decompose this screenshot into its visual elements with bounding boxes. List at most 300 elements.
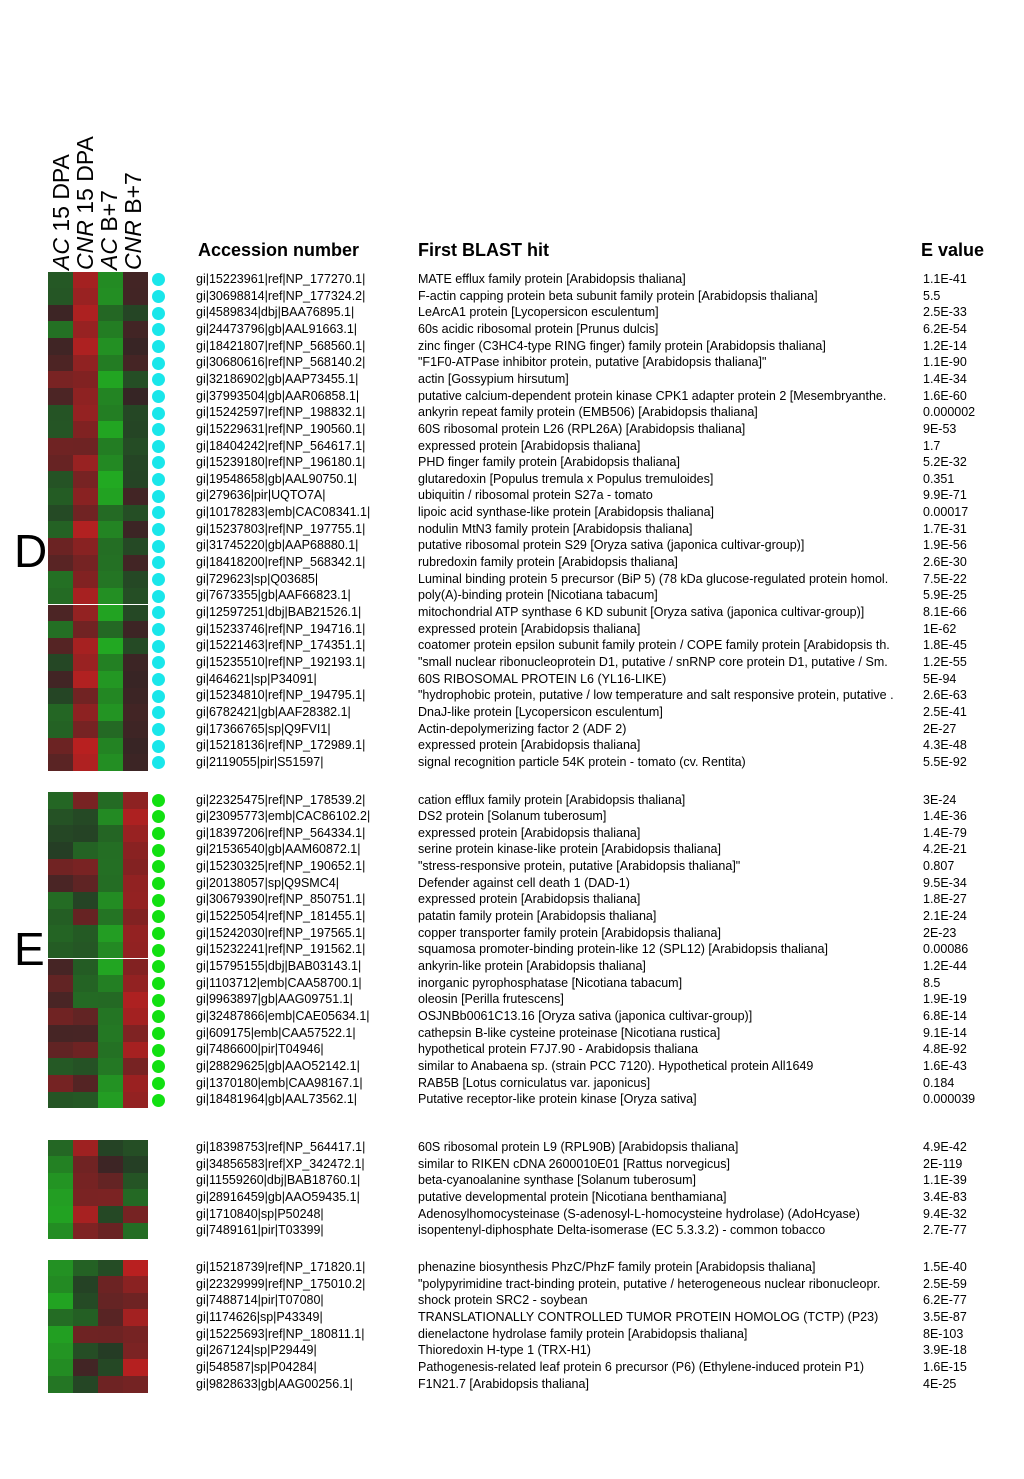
heatmap-cell [123,1008,148,1025]
evalue-cell: 1.2E-44 [923,959,967,973]
accession-cell: gi|1710840|sp|P50248| [196,1206,324,1221]
blast-hit-cell: Luminal binding protein 5 precursor (BiP 5) (78 kDa glucose-regulated protein homol. [418,571,889,586]
heatmap-cell [73,704,98,721]
heatmap-cell [48,992,73,1009]
blast-hit-cell: expressed protein [Arabidopsis thaliana] [418,438,641,453]
heatmap-cell [123,571,148,588]
evalue-cell: 4.8E-92 [923,1042,967,1057]
heatmap-cell [48,925,73,942]
heatmap-cell [48,1309,73,1326]
blast-hit-cell: phenazine biosynthesis PhzC/PhzF family protein [Arabidopsis thaliana] [418,1260,816,1274]
heatmap-cell [98,355,123,372]
heatmap-cell [123,942,148,959]
heatmap-cell [48,538,73,555]
cluster-marker-dot [152,340,165,353]
heatmap-cell [123,455,148,472]
heatmap-cell [123,438,148,455]
heatmap-cell [123,421,148,438]
heatmap-cell [48,505,73,522]
cluster-marker-dot [152,1027,165,1040]
heatmap-cell [123,1189,148,1206]
evalue-cell: 9.4E-32 [923,1206,967,1221]
accession-cell: gi|609175|emb|CAA57522.1| [196,1025,356,1040]
evalue-cell: 3.4E-83 [923,1189,967,1204]
accession-cell: gi|34856583|ref|XP_342472.1| [196,1156,365,1171]
blast-hit-cell: cation efflux family protein [Arabidopsis thaliana] [418,792,686,807]
heatmap-cell [73,588,98,605]
blast-hit-cell: F1N21.7 [Arabidopsis thaliana] [418,1376,589,1391]
accession-cell: gi|24473796|gb|AAL91663.1| [196,321,358,336]
blast-hit-cell: F-actin capping protein beta subunit family protein [Arabidopsis thaliana] [418,288,818,303]
accession-cell: gi|15235510|ref|NP_192193.1| [196,654,366,669]
evalue-cell: 2E-27 [923,721,957,736]
heatmap-cell [98,1025,123,1042]
heatmap-cell [98,1189,123,1206]
blast-hit-cell: hypothetical protein F7J7.90 - Arabidopsis thaliana [418,1042,699,1057]
heatmap-cell [73,521,98,538]
cluster-marker-dot [152,573,165,586]
accession-cell: gi|15237803|ref|NP_197755.1| [196,521,366,536]
evalue-cell: 0.00017 [923,505,969,520]
heatmap-cell [98,1140,123,1157]
column-label-stage: 15 DPA [48,154,74,232]
blast-hit-cell: cathepsin B-like cysteine proteinase [Nicotiana rustica] [418,1025,721,1040]
accession-cell: gi|32487866|emb|CAE05634.1| [196,1008,370,1023]
evalue-cell: 1.4E-79 [923,825,967,840]
heatmap-cell [98,638,123,655]
heatmap-cell [48,859,73,876]
heatmap-cell [98,538,123,555]
heatmap-cell [98,925,123,942]
heatmap-cell [98,704,123,721]
heatmap-cell [98,1156,123,1173]
heatmap-cell [48,371,73,388]
blast-hit-cell: Adenosylhomocysteinase (S-adenosyl-L-homocysteine hydrolase) (AdoHcyase) [418,1206,860,1221]
blast-hit-cell: actin [Gossypium hirsutum] [418,371,569,386]
evalue-cell: 1E-62 [923,621,957,636]
evalue-cell: 1.4E-34 [923,371,967,386]
accession-cell: gi|7673355|gb|AAF66823.1| [196,588,351,603]
cluster-marker-dot [152,556,165,569]
heatmap-cell [123,1140,148,1157]
cluster-marker-dot [152,927,165,940]
blast-hit-cell: "polypyrimidine tract-binding protein, putative / heterogeneous nuclear ribonucleopr. [418,1276,881,1291]
heatmap-cell [73,859,98,876]
blast-hit-cell: Thioredoxin H-type 1 (TRX-H1) [418,1343,591,1358]
accession-cell: gi|15233746|ref|NP_194716.1| [196,621,366,636]
evalue-cell: 1.8E-45 [923,638,967,653]
heatmap-cell [73,338,98,355]
heatmap-cell [98,721,123,738]
heatmap-cell [48,1343,73,1360]
heatmap-cell [48,738,73,755]
accession-cell: gi|548587|sp|P04284| [196,1359,317,1374]
accession-cell: gi|22325475|ref|NP_178539.2| [196,792,366,807]
cluster-marker-dot [152,827,165,840]
evalue-cell: 2E-23 [923,925,957,940]
heatmap-cell [98,571,123,588]
accession-cell: gi|15221463|ref|NP_174351.1| [196,638,366,653]
evalue-cell: 1.1E-41 [923,272,967,286]
accession-cell: gi|30698814|ref|NP_177324.2| [196,288,366,303]
heatmap-cell [123,1173,148,1190]
accession-cell: gi|37993504|gb|AAR06858.1| [196,388,360,403]
heatmap-cell [48,621,73,638]
heatmap-cell [123,288,148,305]
evalue-cell: 2E-119 [923,1156,963,1171]
evalue-cell: 1.1E-90 [923,355,967,370]
heatmap-cell [98,388,123,405]
heatmap-cell [48,704,73,721]
heatmap-cell [73,471,98,488]
heatmap-cell [123,1156,148,1173]
accession-cell: gi|31745220|gb|AAP68880.1| [196,538,359,553]
heatmap-block [48,1140,148,1240]
evalue-cell: 0.000002 [923,405,976,420]
cluster-marker-dot [152,994,165,1007]
cluster-marker-dot [152,640,165,653]
heatmap-cell [73,1376,98,1393]
accession-cell: gi|28916459|gb|AAO59435.1| [196,1189,360,1204]
blast-hit-cell: MATE efflux family protein [Arabidopsis thaliana] [418,272,686,286]
header-evalue: E value [921,240,985,260]
heatmap-cell [73,1326,98,1343]
accession-cell: gi|20138057|sp|Q9SMC4| [196,875,339,890]
heatmap-cell [123,388,148,405]
heatmap-cell [73,355,98,372]
heatmap-cell [73,1359,98,1376]
blast-hit-cell: "stress-responsive protein, putative [Arabidopsis thaliana]" [418,859,741,874]
cluster-marker-dot [152,606,165,619]
blast-hit-cell: ankyrin-like protein [Arabidopsis thaliana] [418,959,646,973]
blast-hit-cell: 60S RIBOSOMAL PROTEIN L6 (YL16-LIKE) [418,671,667,686]
cluster-marker-dot [152,1044,165,1057]
evalue-cell: 0.000039 [923,1092,976,1107]
heatmap-cell [73,1042,98,1059]
column-label-genotype: CNR [72,220,98,270]
blast-hit-cell: similar to RIKEN cDNA 2600010E01 [Rattus norvegicus] [418,1156,730,1171]
heatmap-cell [48,1173,73,1190]
cluster-marker-dot [152,590,165,603]
heatmap-cell [98,671,123,688]
heatmap-cell [48,875,73,892]
heatmap-cell [123,909,148,926]
heatmap-cell [73,638,98,655]
heatmap-cell [98,754,123,771]
heatmap-cell [48,754,73,771]
heatmap-cell [123,809,148,826]
heatmap-cell [123,1092,148,1109]
accession-cell: gi|279636|pir|UQTO7A| [196,488,326,503]
blast-hit-cell: putative ribosomal protein S29 [Oryza sativa (japonica cultivar-group)] [418,538,805,553]
heatmap-cell [123,605,148,622]
blast-hit-cell: squamosa promoter-binding protein-like 12 (SPL12) [Arabidopsis thaliana] [418,942,828,957]
blast-hit-cell: coatomer protein epsilon subunit family protein / COPE family protein [Arabidopsis th. [418,638,890,653]
heatmap-cell [98,588,123,605]
heatmap-cell [123,405,148,422]
heatmap-cell [123,272,148,289]
evalue-cell: 6.2E-77 [923,1293,967,1308]
heatmap-cell [48,1260,73,1277]
blast-hit-cell: DnaJ-like protein [Lycopersicon esculentum] [418,704,663,719]
heatmap-cell [123,892,148,909]
heatmap-cell [73,621,98,638]
heatmap-cell [98,1309,123,1326]
heatmap-cell [48,555,73,572]
column-label-genotype: AC [48,238,74,270]
blast-hit-cell: lipoic acid synthase-like protein [Arabidopsis thaliana] [418,505,714,520]
heatmap-cell [98,1075,123,1092]
heatmap-cell [48,288,73,305]
cluster-marker-dot [152,390,165,403]
heatmap-cell [73,1260,98,1277]
blast-hit-cell: Actin-depolymerizing factor 2 (ADF 2) [418,721,627,736]
heatmap-cell [123,825,148,842]
heatmap-cell [98,842,123,859]
cluster-marker-dot [152,273,165,286]
heatmap-cell [73,1156,98,1173]
evalue-cell: 8.1E-66 [923,605,967,619]
cluster-marker-dot [152,706,165,719]
heatmap-cell [73,825,98,842]
cluster-marker-dot [152,307,165,320]
header-blast-hit: First BLAST hit [418,240,549,260]
blast-hit-cell: signal recognition particle 54K protein - tomato (cv. Rentita) [418,754,746,769]
accession-cell: gi|4589834|dbj|BAA76895.1| [196,305,355,320]
cluster-marker-dot [152,690,165,703]
heatmap-cell [98,1293,123,1310]
heatmap-cell [73,371,98,388]
cluster-marker-dot [152,1094,165,1107]
cluster-marker-dot [152,540,165,553]
column-label-stage: B+7 [120,172,146,214]
heatmap-cell [48,721,73,738]
heatmap-cell [98,521,123,538]
heatmap-cell [123,992,148,1009]
evalue-cell: 0.184 [923,1075,955,1090]
heatmap-cell [73,405,98,422]
heatmap-cell [98,1376,123,1393]
evalue-cell: 1.2E-14 [923,338,967,353]
heatmap-cell [123,1206,148,1223]
cluster-marker-dot [152,407,165,420]
accession-cell: gi|15242030|ref|NP_197565.1| [196,925,366,940]
cluster-marker-dot [152,944,165,957]
heatmap-cell [98,738,123,755]
blast-hit-cell: copper transporter family protein [Arabidopsis thaliana] [418,925,721,940]
evalue-cell: 0.00086 [923,942,969,957]
heatmap-cell [98,1173,123,1190]
heatmap-cell [98,654,123,671]
heatmap-cell [48,1042,73,1059]
accession-cell: gi|22329999|ref|NP_175010.2| [196,1276,366,1291]
heatmap-cell [73,925,98,942]
evalue-cell: 1.9E-19 [923,992,967,1007]
blast-hit-cell: PHD finger family protein [Arabidopsis thaliana] [418,455,680,470]
heatmap-cell [48,471,73,488]
heatmap-cell [48,305,73,322]
heatmap-cell [123,754,148,771]
heatmap-cell [123,488,148,505]
blast-hit-cell: LeArcA1 protein [Lycopersicon esculentum] [418,305,659,320]
accession-cell: gi|15225693|ref|NP_180811.1| [196,1326,365,1341]
accession-cell: gi|7488714|pir|T07080| [196,1293,324,1308]
blast-hit-cell: expressed protein [Arabidopsis thaliana] [418,825,641,840]
heatmap-cell [73,321,98,338]
evalue-cell: 3E-24 [923,792,957,807]
blast-hit-cell: poly(A)-binding protein [Nicotiana tabacum] [418,588,658,603]
heatmap-cell [98,688,123,705]
heatmap-cell [73,875,98,892]
heatmap-cell [48,1293,73,1310]
heatmap-cell [98,1058,123,1075]
column-label-genotype: CNR [120,220,146,270]
heatmap-cell [48,338,73,355]
heatmap-cell [98,1092,123,1109]
heatmap-cell [73,388,98,405]
cluster-marker-dot [152,723,165,736]
evalue-cell: 0.351 [923,471,955,486]
column-label-3 [98,190,121,270]
heatmap-cell [73,754,98,771]
heatmap-cell [98,959,123,976]
heatmap-cell [48,842,73,859]
blast-hit-cell: expressed protein [Arabidopsis thaliana] [418,738,641,753]
accession-cell: gi|18404242|ref|NP_564617.1| [196,438,366,453]
heatmap-cell [98,438,123,455]
cluster-marker-dot [152,456,165,469]
heatmap-cell [73,654,98,671]
column-label-1 [50,154,73,270]
heatmap-block [48,792,148,1108]
cluster-marker-dot [152,440,165,453]
heatmap-cell [123,505,148,522]
heatmap-cell [98,1326,123,1343]
cluster-marker-dot [152,656,165,669]
cluster-marker-dot [152,673,165,686]
heatmap-cell [98,1343,123,1360]
evalue-cell: 5.9E-25 [923,588,967,603]
evalue-cell: 4E-25 [923,1376,957,1391]
heatmap-cell [48,405,73,422]
blast-hit-cell: putative calcium-dependent protein kinase CPK1 adapter protein 2 [Mesembryanthe. [418,388,887,403]
heatmap-cell [98,942,123,959]
heatmap-cell [48,1156,73,1173]
heatmap-cell [73,272,98,289]
evalue-cell: 2.5E-41 [923,704,967,719]
heatmap-cell [73,488,98,505]
heatmap-cell [73,671,98,688]
cluster-marker-dot [152,357,165,370]
heatmap-cell [73,1140,98,1157]
heatmap-cell [123,1042,148,1059]
heatmap-cell [123,1025,148,1042]
cluster-letter: D [14,525,48,577]
heatmap-cell [48,825,73,842]
accession-cell: gi|9828633|gb|AAG00256.1| [196,1376,353,1391]
heatmap-cell [123,305,148,322]
cluster-marker-dot [152,740,165,753]
heatmap-cell [123,859,148,876]
heatmap-cell [123,1326,148,1343]
heatmap-cell [98,288,123,305]
blast-hit-cell: DS2 protein [Solanum tuberosum] [418,809,607,824]
heatmap-cell [73,975,98,992]
blast-hit-cell: expressed protein [Arabidopsis thaliana] [418,621,641,636]
evalue-cell: 1.9E-56 [923,538,967,553]
heatmap-cell [48,1025,73,1042]
evalue-cell: 3.9E-18 [923,1343,967,1358]
accession-cell: gi|15234810|ref|NP_194795.1| [196,688,366,703]
evalue-cell: 4.9E-42 [923,1140,967,1154]
heatmap-cell [48,388,73,405]
evalue-cell: 2.1E-24 [923,909,967,924]
accession-cell: gi|11559260|dbj|BAB18760.1| [196,1173,361,1188]
accession-cell: gi|9963897|gb|AAG09751.1| [196,992,353,1007]
heatmap-cell [73,1189,98,1206]
column-label-2 [74,136,97,270]
cluster-marker-dot [152,794,165,807]
evalue-cell: 3.5E-87 [923,1309,967,1324]
accession-cell: gi|729623|sp|Q03685| [196,571,319,586]
heatmap-cell [73,688,98,705]
evalue-cell: 2.7E-77 [923,1223,967,1238]
heatmap-cell [73,792,98,809]
blast-hit-cell: beta-cyanoalanine synthase [Solanum tuberosum] [418,1173,696,1188]
heatmap-cell [98,555,123,572]
heatmap-cell [98,1359,123,1376]
heatmap-cell [48,1189,73,1206]
evalue-cell: 6.8E-14 [923,1008,967,1023]
heatmap-cell [48,1223,73,1240]
accession-cell: gi|15229631|ref|NP_190560.1| [196,421,366,436]
heatmap-cell [48,809,73,826]
heatmap-cell [123,1058,148,1075]
cluster-marker-dot [152,1010,165,1023]
accession-cell: gi|1103712|emb|CAA58700.1| [196,975,362,990]
heatmap-cell [73,555,98,572]
accession-cell: gi|18398753|ref|NP_564417.1| [196,1140,366,1154]
blast-hit-cell: glutaredoxin [Populus tremula x Populus tremuloides] [418,471,714,486]
column-label-stage: B+7 [96,190,122,232]
evalue-cell: 5.5E-92 [923,754,967,769]
heatmap-cell [98,621,123,638]
blast-hit-cell: ubiquitin / ribosomal protein S27a - tomato [418,488,653,503]
evalue-cell: 1.4E-36 [923,809,967,824]
accession-cell: gi|464621|sp|P34091| [196,671,317,686]
heatmap-cell [98,421,123,438]
blast-hit-cell: putative developmental protein [Nicotiana benthamiana] [418,1189,727,1204]
cluster-marker-dot [152,290,165,303]
heatmap-cell [48,909,73,926]
heatmap-cell [98,605,123,622]
heatmap-cell [48,1376,73,1393]
heatmap-cell [98,975,123,992]
blast-hit-cell: 60S ribosomal protein L26 (RPL26A) [Arabidopsis thaliana] [418,421,746,436]
heatmap-cell [48,892,73,909]
blast-hit-cell: nodulin MtN3 family protein [Arabidopsis thaliana] [418,521,693,536]
accession-cell: gi|15223961|ref|NP_177270.1| [196,272,366,286]
blast-hit-cell: RAB5B [Lotus corniculatus var. japonicus] [418,1075,651,1090]
evalue-cell: 4.3E-48 [923,738,967,753]
blast-hit-cell: patatin family protein [Arabidopsis thaliana] [418,909,657,924]
heatmap-cell [98,1008,123,1025]
heatmap-cell [48,571,73,588]
cluster-marker-dot [152,844,165,857]
heatmap-cell [73,1025,98,1042]
heatmap-cell [123,738,148,755]
blast-hit-cell: Defender against cell death 1 (DAD-1) [418,875,630,890]
